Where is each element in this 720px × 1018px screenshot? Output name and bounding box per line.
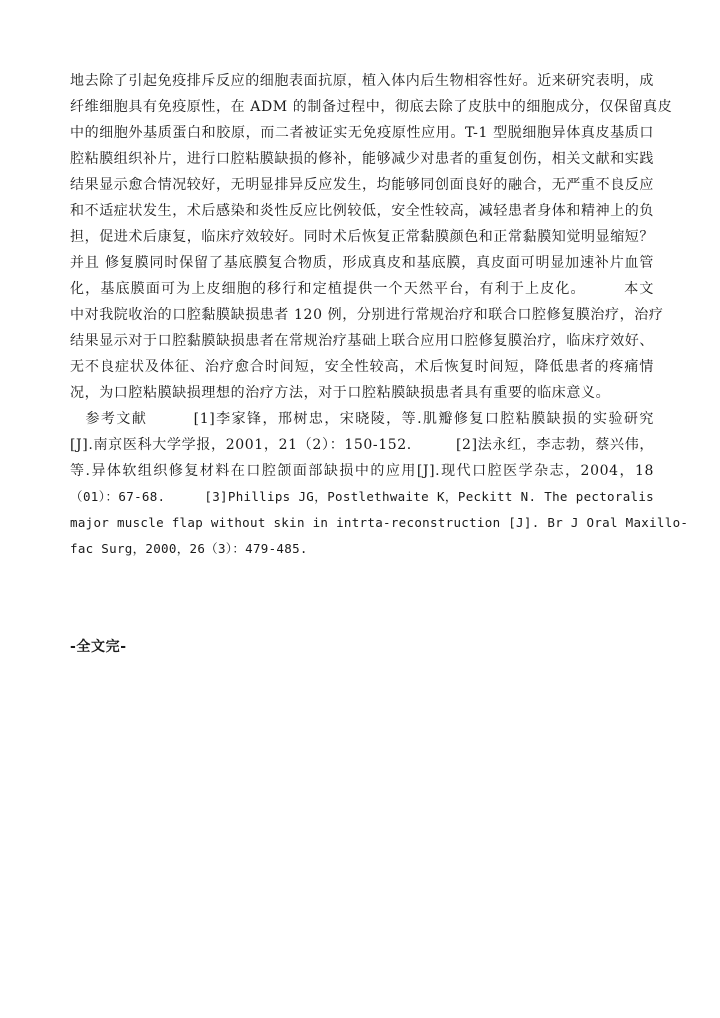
paragraph-line: 结果显示愈合情况较好，无明显排异反应发生，均能够同创面良好的融合，无严重不良反应	[70, 177, 654, 193]
paragraph-line: 担，促进术后康复，临床疗效较好。同时术后恢复正常黏膜颜色和正常黏膜知觉明显缩短？	[70, 229, 654, 245]
reference-line: fac Surg，2000，26（3）：479-485.	[70, 541, 308, 556]
reference-line: major muscle flap without skin in intrta-reconstruction [J]. Br J Oral Maxillo-	[70, 515, 689, 530]
reference-line: [J].南京医科大学学报，2001，21（2）：150-152. [2]法永红，李志勃，蔡兴伟，	[70, 437, 654, 453]
paragraph-line: 腔粘膜组织补片，进行口腔粘膜缺损的修补，能够减少对患者的重复创伤，相关文献和实践	[70, 151, 654, 167]
paragraph-line: 地去除了引起免疫排斥反应的细胞表面抗原，植入体内后生物相容性好。近来研究表明，成	[70, 73, 654, 89]
paragraph-line: 无不良症状及体征、治疗愈合时间短，安全性较高，术后恢复时间短，降低患者的疼痛情	[70, 359, 654, 375]
paragraph-line: 中对我院收治的口腔黏膜缺损患者 120 例，分别进行常规治疗和联合口腔修复膜治疗，治疗	[70, 307, 664, 323]
paragraph-line: 况，为口腔粘膜缺损理想的治疗方法，对于口腔粘膜缺损患者具有重要的临床意义。	[70, 385, 611, 401]
paragraph-line: 化，基底膜面可为上皮细胞的移行和定植提供一个天然平台，有利于上皮化。 本文	[70, 281, 654, 297]
article-body	[70, 68, 689, 562]
paragraph-line: 中的细胞外基质蛋白和胶原，而二者被证实无免疫原性应用。T-1 型脱细胞异体真皮基质口	[70, 125, 654, 141]
reference-line: （01）：67-68. [3]Phillips JG，Postlethwaite K，Peckitt N. The pectoralis	[70, 489, 654, 504]
reference-line: 等.异体软组织修复材料在口腔颌面部缺损中的应用[J].现代口腔医学杂志，2004，18	[70, 463, 654, 479]
paragraph-line: 结果显示对于口腔黏膜缺损患者在常规治疗基础上联合应用口腔修复膜治疗，临床疗效好、	[70, 333, 654, 349]
paragraph-line: 纤维细胞具有免疫原性，在 ADM 的制备过程中，彻底去除了皮肤中的细胞成分，仅保留真皮	[70, 99, 673, 115]
paragraph-line: 并且 修复膜同时保留了基底膜复合物质，形成真皮和基底膜，真皮面可明显加速补片血管	[70, 255, 654, 271]
references-heading-line: 参考文献 [1]李家锋，邢树忠，宋晓陵，等.肌瓣修复口腔粘膜缺损的实验研究	[70, 411, 654, 427]
paragraph-line: 和不适症状发生，术后感染和炎性反应比例较低，安全性较高，减轻患者身体和精神上的负	[70, 203, 654, 219]
end-of-article-mark: -全文完-	[70, 639, 127, 655]
